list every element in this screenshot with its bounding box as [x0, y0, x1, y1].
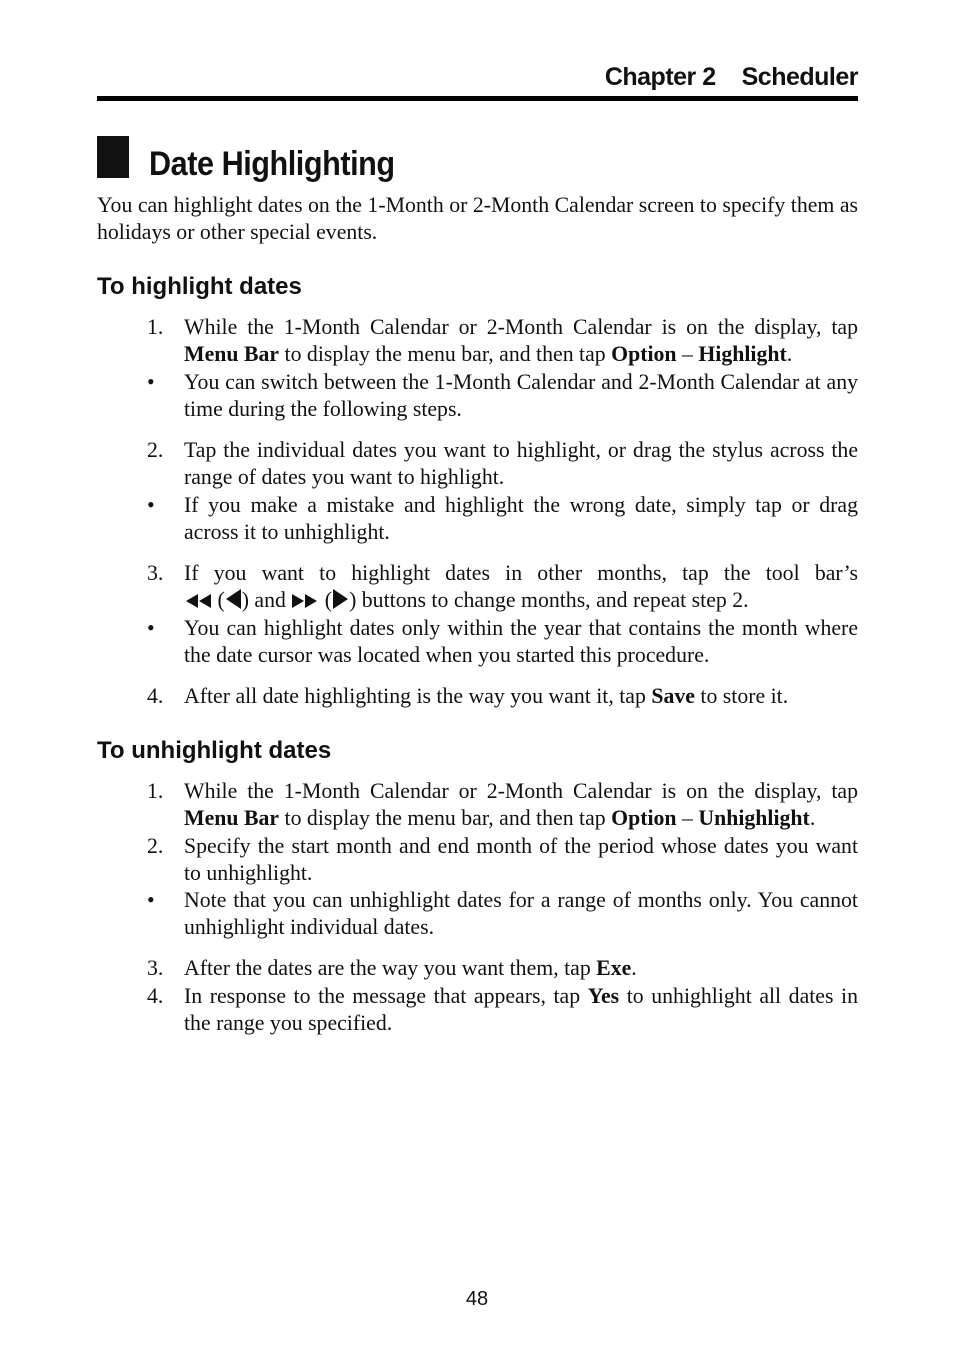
running-header — [97, 60, 858, 94]
note-text: If you make a mistake and highlight the wrong date, simply tap or drag across it to unhighlight. — [184, 493, 858, 545]
step-text: ) and — [241, 588, 292, 613]
step-text: to display the menu bar, and then tap — [279, 342, 612, 367]
note-text: You can highlight dates only within the year that contains the month where the date cursor was located when you started this procedure. — [184, 616, 858, 668]
yes-term: Yes — [587, 984, 620, 1008]
bullet: • — [147, 493, 155, 517]
header-rule — [97, 96, 858, 101]
step-text: If you want to highlight dates in other months, tap the tool bar’s — [184, 561, 858, 585]
highlight-step-2 — [97, 437, 858, 492]
step-text: ) buttons to change months, and repeat step 2. — [349, 588, 749, 613]
paren: ( — [212, 588, 225, 613]
period: . — [786, 342, 793, 367]
step-number: 3. — [147, 561, 164, 585]
unhighlight-term: Unhighlight — [698, 806, 810, 831]
right-triangle-icon — [332, 588, 349, 610]
bullet: • — [147, 888, 155, 912]
highlight-term: Highlight — [698, 342, 787, 367]
menu-bar-term: Menu Bar — [184, 342, 280, 367]
paren: ( — [319, 588, 333, 613]
unhighlight-step-3 — [97, 955, 858, 982]
highlight-step-1 — [97, 314, 858, 369]
dash: – — [676, 806, 699, 831]
step-number: 2. — [147, 834, 164, 858]
bullet: • — [147, 370, 155, 394]
step-number: 4. — [147, 684, 164, 708]
period: . — [631, 956, 637, 980]
chapter-label: Chapter 2 — [604, 63, 716, 91]
intro-paragraph: You can highlight dates on the 1-Month or 2-Month Calendar screen to specify them as holidays or other special events. — [97, 193, 858, 245]
highlight-note-2 — [97, 492, 858, 547]
page-number: 48 — [465, 1288, 489, 1310]
highlight-note-1 — [97, 369, 858, 424]
unhighlight-step-4 — [97, 983, 858, 1038]
highlight-note-3 — [97, 615, 858, 670]
section-label: Scheduler — [741, 63, 858, 91]
step-text: to unhighlight all dates in the range you specified. — [184, 984, 858, 1036]
note-text: Note that you can unhighlight dates for a range of months only. You cannot unhighlight individual dates. — [184, 888, 858, 940]
step-text: to display the menu bar, and then tap — [279, 806, 612, 831]
period: . — [809, 806, 816, 831]
exe-term: Exe — [596, 956, 632, 980]
title-marker — [97, 136, 129, 178]
save-term: Save — [651, 684, 695, 708]
step-number: 3. — [147, 956, 164, 980]
fast-forward-icon — [291, 593, 319, 609]
step-text: While the 1-Month Calendar or 2-Month Calendar is on the display, tap — [184, 315, 858, 339]
unhighlight-step-2 — [97, 833, 858, 888]
bullet: • — [147, 616, 155, 640]
highlight-step-4 — [97, 683, 858, 710]
unhighlight-note-1 — [97, 887, 858, 942]
step-text: to store it. — [694, 684, 789, 708]
note-text: You can switch between the 1-Month Calendar and 2-Month Calendar at any time during the following steps. — [184, 370, 858, 422]
highlight-heading: To highlight dates — [97, 273, 302, 300]
rewind-icon — [184, 593, 212, 609]
page-title: Date Highlighting — [149, 145, 395, 183]
step-number: 1. — [147, 779, 164, 803]
highlight-step-3 — [97, 560, 858, 615]
step-number: 1. — [147, 315, 164, 339]
menu-bar-term: Menu Bar — [184, 806, 280, 831]
left-triangle-icon — [225, 588, 242, 610]
step-text: After all date highlighting is the way you want it, tap — [184, 684, 652, 708]
dash: – — [676, 342, 699, 367]
step-text: Tap the individual dates you want to highlight, or drag the stylus across the range of dates you want to highlight. — [184, 438, 858, 490]
unhighlight-heading: To unhighlight dates — [97, 737, 332, 764]
unhighlight-step-1 — [97, 778, 858, 833]
option-term: Option — [611, 806, 677, 831]
option-term: Option — [611, 342, 677, 367]
step-number: 4. — [147, 984, 164, 1008]
step-text: Specify the start month and end month of the period whose dates you want to unhighlight. — [184, 834, 858, 886]
step-number: 2. — [147, 438, 164, 462]
step-text: In response to the message that appears, tap — [184, 984, 588, 1008]
step-text: After the dates are the way you want them, tap — [184, 956, 597, 980]
step-text: While the 1-Month Calendar or 2-Month Calendar is on the display, tap — [184, 779, 858, 803]
